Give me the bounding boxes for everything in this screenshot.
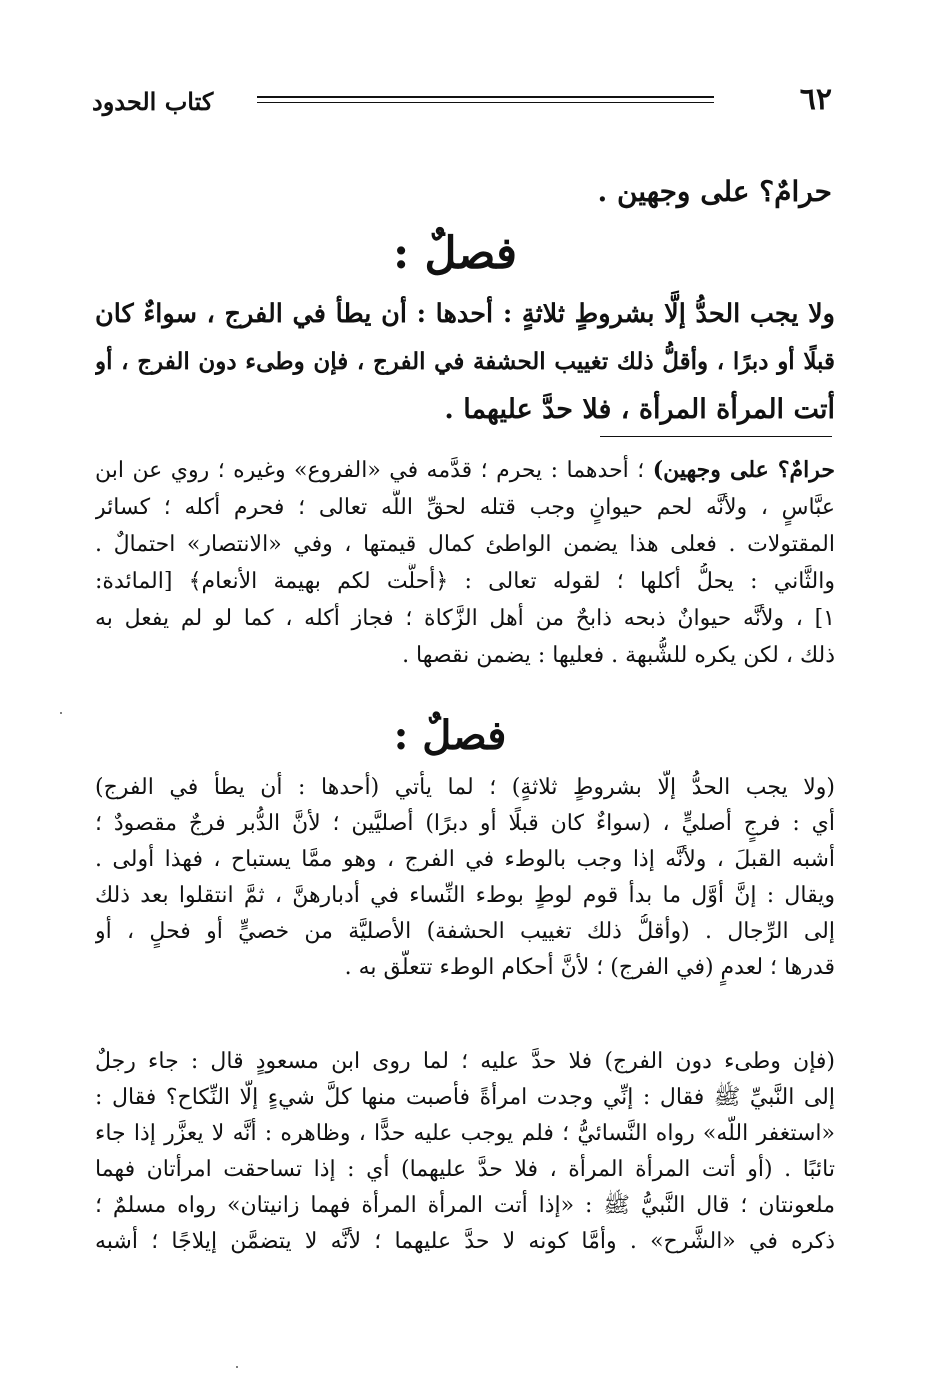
matn-paragraph <box>95 290 835 434</box>
header-rule-thin <box>257 102 714 103</box>
page-number: ٦٢ <box>799 82 832 117</box>
section-heading-first: فصلٌ : <box>392 228 518 279</box>
scan-speck <box>60 712 62 714</box>
commentary-line: المقتولات . فعلى هذا يضمن الواطئ كمال قيمتها ، وفي «الانتصار» احتمالٌ . <box>95 532 835 557</box>
commentary-line: ذلك ، لكن يكره للشُّبهة . فعليها : يضمن نقصها . <box>402 643 835 668</box>
commentary-line: (ولا يجب الحدُّ إلَّا بشروطٍ ثلاثةٍ) ؛ لما يأتي (أحدها : أن يطأ في الفرج) <box>95 775 835 800</box>
matn-line: ولا يجب الحدُّ إلَّا بشروطٍ ثلاثةٍ : أحدها : أن يطأ في الفرج ، سواءٌ كان <box>95 299 835 329</box>
matn-commentary-separator <box>600 436 832 437</box>
commentary-line: (فإن وطىء دون الفرج) فلا حدَّ عليه ؛ لما روى ابن مسعودٍ قال : جاء رجلٌ <box>95 1049 835 1074</box>
commentary-lead: حرامٌ؟ على وجهين) <box>652 457 835 483</box>
commentary-paragraph-two <box>95 770 835 986</box>
commentary-line: أي : فرجٍ أصليٍّ ، (سواءٌ كان قبلًا أو دبرًا) أصليَّين ؛ لأنَّ الدُّبر فرجٌ مقصودٌ ؛ <box>95 811 835 836</box>
commentary-line: إلى الرِّجال . (وأقلُّ ذلك تغييب الحشفة) الأصليَّة من خصيٍّ أو فحلٍ ، أو <box>95 919 835 944</box>
commentary-line: والثَّاني : يحلُّ أكلها ؛ لقوله تعالى : ﴿أحلَّت لكم بهيمة الأنعام﴾ [المائدة: <box>95 569 835 594</box>
book-title: كتاب الحدود <box>92 87 214 116</box>
commentary-line: عبَّاسٍ ، ولأنَّه لحم حيوانٍ وجب قتله لحقِّ اللَّه تعالى ؛ فحرم أكله ؛ كسائر <box>95 495 835 520</box>
matn-line: أتت المرأة المرأة ، فلا حدَّ عليهما . <box>444 394 835 425</box>
commentary-line: ذكره في «الشَّرح» . وأمَّا كونه لا حدَّ عليهما ؛ لأنَّه لا يتضمَّن إيلاجًا ؛ أشبه <box>95 1229 835 1254</box>
matn-intro: حرامٌ؟ على وجهين . <box>597 175 832 208</box>
commentary-line: «استغفر اللَّه» رواه النَّسائيُّ ؛ فلم يوجب عليه حدًّا ، وظاهره : أنَّه لا يعزَّر إذا جاء <box>95 1121 835 1146</box>
scan-speck <box>236 1366 238 1368</box>
commentary-text: ؛ أحدهما : يحرم ؛ قدَّمه في «الفروع» وغيره ؛ روي عن ابن <box>95 458 645 483</box>
page-header <box>92 82 832 122</box>
matn-line: قبلًا أو دبرًا ، وأقلُّ ذلك تغييب الحشفة في الفرج ، فإن وطىء دون الفرج ، أو <box>95 348 835 375</box>
commentary-line <box>95 452 835 489</box>
commentary-line: ١] ، ولأنَّه حيوانٌ ذبحه ذابحٌ من أهل الزَّكاة ؛ فجاز أكله ، كما لو لم يفعل به <box>95 606 835 631</box>
commentary-line: أشبه القبلَ ، ولأنَّه إذا وجب بالوطء في الفرج ، وهو ممَّا يستباح ، فهذا أولى . <box>95 847 835 872</box>
commentary-line: تائبًا . (أو أتت المرأة المرأة ، فلا حدَّ عليهما) أي : إذا تساحقت امرأتان فهما <box>95 1157 835 1182</box>
section-heading-second: فصلٌ : <box>393 712 507 759</box>
commentary-line: قدرها ؛ لعدمٍ (في الفرج) ؛ لأنَّ أحكام الوطء تتعلَّق به . <box>344 955 835 980</box>
commentary-line: إلى النَّبيِّ ﷺ فقال : إنِّي وجدت امرأةً فأصبت منها كلَّ شيءٍ إلَّا النِّكاح؟ فقال : <box>95 1085 835 1110</box>
header-rule <box>257 96 714 98</box>
commentary-paragraph-three <box>95 1044 835 1260</box>
commentary-paragraph-one <box>95 452 835 674</box>
commentary-line: ويقال : إنَّ أوَّل ما بدأ قوم لوطٍ بوطء النِّساء في أدبارهنَّ ، ثمَّ انتقلوا بعد ذلك <box>95 883 835 908</box>
commentary-line: ملعونتان ؛ قال النَّبيُّ ﷺ : «إذا أتت المرأة المرأة فهما زانيتان» رواه مسلمٌ ؛ <box>95 1193 835 1218</box>
